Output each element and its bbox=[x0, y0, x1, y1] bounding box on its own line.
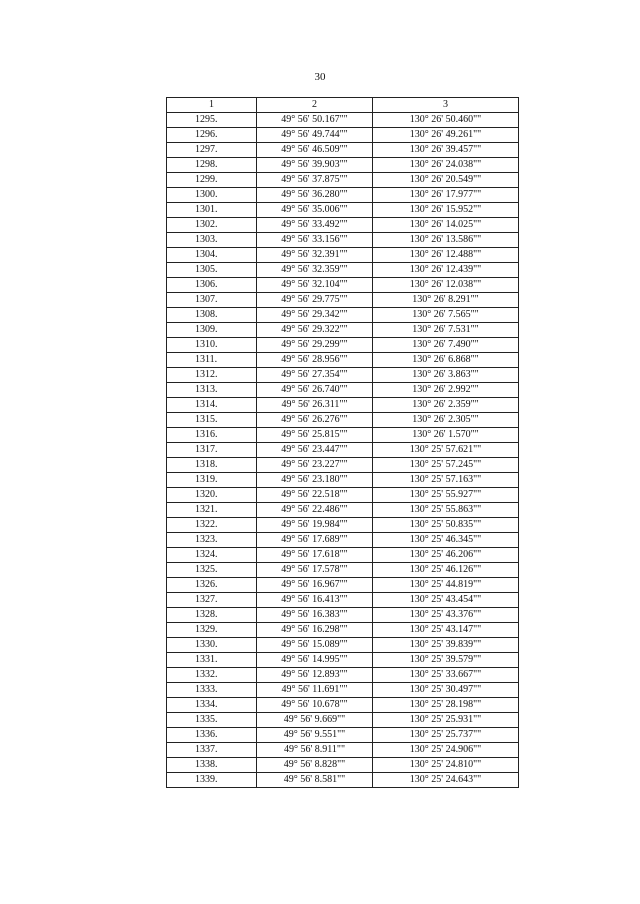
latitude-cell: 49° 56' 17.618"" bbox=[257, 548, 373, 563]
point-number-cell: 1335. bbox=[167, 713, 257, 728]
latitude-cell: 49° 56' 22.518"" bbox=[257, 488, 373, 503]
longitude-cell: 130° 25' 43.454"" bbox=[373, 593, 519, 608]
table-row bbox=[167, 518, 519, 533]
latitude-cell: 49° 56' 22.486"" bbox=[257, 503, 373, 518]
table-row bbox=[167, 503, 519, 518]
latitude-cell: 49° 56' 29.299"" bbox=[257, 338, 373, 353]
longitude-cell: 130° 25' 55.927"" bbox=[373, 488, 519, 503]
column-header-latitude: 2 bbox=[257, 98, 373, 113]
point-number-cell: 1337. bbox=[167, 743, 257, 758]
point-number-cell: 1323. bbox=[167, 533, 257, 548]
table-row bbox=[167, 698, 519, 713]
latitude-cell: 49° 56' 32.359"" bbox=[257, 263, 373, 278]
table-row bbox=[167, 473, 519, 488]
latitude-cell: 49° 56' 16.967"" bbox=[257, 578, 373, 593]
latitude-cell: 49° 56' 37.875"" bbox=[257, 173, 373, 188]
longitude-cell: 130° 26' 7.565"" bbox=[373, 308, 519, 323]
longitude-cell: 130° 25' 57.163"" bbox=[373, 473, 519, 488]
table-row bbox=[167, 338, 519, 353]
point-number-cell: 1324. bbox=[167, 548, 257, 563]
latitude-cell: 49° 56' 16.298"" bbox=[257, 623, 373, 638]
point-number-cell: 1339. bbox=[167, 773, 257, 788]
point-number-cell: 1296. bbox=[167, 128, 257, 143]
longitude-cell: 130° 26' 7.531"" bbox=[373, 323, 519, 338]
table-row bbox=[167, 398, 519, 413]
point-number-cell: 1326. bbox=[167, 578, 257, 593]
point-number-cell: 1321. bbox=[167, 503, 257, 518]
longitude-cell: 130° 26' 39.457"" bbox=[373, 143, 519, 158]
latitude-cell: 49° 56' 8.828"" bbox=[257, 758, 373, 773]
table-row bbox=[167, 368, 519, 383]
longitude-cell: 130° 25' 28.198"" bbox=[373, 698, 519, 713]
point-number-cell: 1327. bbox=[167, 593, 257, 608]
longitude-cell: 130° 25' 24.906"" bbox=[373, 743, 519, 758]
table-row bbox=[167, 608, 519, 623]
latitude-cell: 49° 56' 33.492"" bbox=[257, 218, 373, 233]
table-row bbox=[167, 203, 519, 218]
table-row bbox=[167, 443, 519, 458]
table-row bbox=[167, 728, 519, 743]
latitude-cell: 49° 56' 10.678"" bbox=[257, 698, 373, 713]
coordinates-table bbox=[166, 97, 519, 788]
point-number-cell: 1313. bbox=[167, 383, 257, 398]
point-number-cell: 1317. bbox=[167, 443, 257, 458]
table-row bbox=[167, 263, 519, 278]
latitude-cell: 49° 56' 29.322"" bbox=[257, 323, 373, 338]
latitude-cell: 49° 56' 28.956"" bbox=[257, 353, 373, 368]
latitude-cell: 49° 56' 26.311"" bbox=[257, 398, 373, 413]
latitude-cell: 49° 56' 39.903"" bbox=[257, 158, 373, 173]
table-row bbox=[167, 458, 519, 473]
longitude-cell: 130° 26' 3.863"" bbox=[373, 368, 519, 383]
longitude-cell: 130° 26' 12.439"" bbox=[373, 263, 519, 278]
table-row bbox=[167, 173, 519, 188]
table-row bbox=[167, 668, 519, 683]
latitude-cell: 49° 56' 16.413"" bbox=[257, 593, 373, 608]
table-row bbox=[167, 533, 519, 548]
latitude-cell: 49° 56' 23.180"" bbox=[257, 473, 373, 488]
latitude-cell: 49° 56' 50.167"" bbox=[257, 113, 373, 128]
table-row bbox=[167, 773, 519, 788]
point-number-cell: 1320. bbox=[167, 488, 257, 503]
longitude-cell: 130° 26' 14.025"" bbox=[373, 218, 519, 233]
longitude-cell: 130° 26' 50.460"" bbox=[373, 113, 519, 128]
longitude-cell: 130° 25' 43.376"" bbox=[373, 608, 519, 623]
longitude-cell: 130° 26' 1.570"" bbox=[373, 428, 519, 443]
latitude-cell: 49° 56' 11.691"" bbox=[257, 683, 373, 698]
longitude-cell: 130° 25' 33.667"" bbox=[373, 668, 519, 683]
longitude-cell: 130° 25' 57.245"" bbox=[373, 458, 519, 473]
point-number-cell: 1300. bbox=[167, 188, 257, 203]
point-number-cell: 1305. bbox=[167, 263, 257, 278]
latitude-cell: 49° 56' 17.689"" bbox=[257, 533, 373, 548]
longitude-cell: 130° 25' 30.497"" bbox=[373, 683, 519, 698]
point-number-cell: 1307. bbox=[167, 293, 257, 308]
point-number-cell: 1332. bbox=[167, 668, 257, 683]
table-row bbox=[167, 653, 519, 668]
point-number-cell: 1315. bbox=[167, 413, 257, 428]
longitude-cell: 130° 26' 17.977"" bbox=[373, 188, 519, 203]
latitude-cell: 49° 56' 8.911"" bbox=[257, 743, 373, 758]
point-number-cell: 1301. bbox=[167, 203, 257, 218]
longitude-cell: 130° 25' 39.579"" bbox=[373, 653, 519, 668]
latitude-cell: 49° 56' 35.006"" bbox=[257, 203, 373, 218]
table-row bbox=[167, 323, 519, 338]
latitude-cell: 49° 56' 15.089"" bbox=[257, 638, 373, 653]
table-row bbox=[167, 548, 519, 563]
point-number-cell: 1297. bbox=[167, 143, 257, 158]
table-row bbox=[167, 113, 519, 128]
longitude-cell: 130° 25' 46.126"" bbox=[373, 563, 519, 578]
point-number-cell: 1303. bbox=[167, 233, 257, 248]
table-body bbox=[167, 113, 519, 788]
table-row bbox=[167, 143, 519, 158]
point-number-cell: 1334. bbox=[167, 698, 257, 713]
point-number-cell: 1310. bbox=[167, 338, 257, 353]
point-number-cell: 1304. bbox=[167, 248, 257, 263]
table-row bbox=[167, 638, 519, 653]
latitude-cell: 49° 56' 46.509"" bbox=[257, 143, 373, 158]
page-number: 30 bbox=[314, 71, 326, 83]
longitude-cell: 130° 25' 24.643"" bbox=[373, 773, 519, 788]
table-row bbox=[167, 563, 519, 578]
latitude-cell: 49° 56' 32.104"" bbox=[257, 278, 373, 293]
latitude-cell: 49° 56' 36.280"" bbox=[257, 188, 373, 203]
latitude-cell: 49° 56' 8.581"" bbox=[257, 773, 373, 788]
longitude-cell: 130° 26' 8.291"" bbox=[373, 293, 519, 308]
table-row bbox=[167, 233, 519, 248]
point-number-cell: 1302. bbox=[167, 218, 257, 233]
longitude-cell: 130° 25' 39.839"" bbox=[373, 638, 519, 653]
table-row bbox=[167, 218, 519, 233]
table-row bbox=[167, 488, 519, 503]
longitude-cell: 130° 25' 44.819"" bbox=[373, 578, 519, 593]
latitude-cell: 49° 56' 29.342"" bbox=[257, 308, 373, 323]
longitude-cell: 130° 25' 46.206"" bbox=[373, 548, 519, 563]
longitude-cell: 130° 25' 24.810"" bbox=[373, 758, 519, 773]
longitude-cell: 130° 25' 57.621"" bbox=[373, 443, 519, 458]
latitude-cell: 49° 56' 23.227"" bbox=[257, 458, 373, 473]
longitude-cell: 130° 25' 43.147"" bbox=[373, 623, 519, 638]
point-number-cell: 1329. bbox=[167, 623, 257, 638]
point-number-cell: 1311. bbox=[167, 353, 257, 368]
longitude-cell: 130° 26' 12.038"" bbox=[373, 278, 519, 293]
point-number-cell: 1299. bbox=[167, 173, 257, 188]
table-row bbox=[167, 293, 519, 308]
longitude-cell: 130° 26' 12.488"" bbox=[373, 248, 519, 263]
point-number-cell: 1306. bbox=[167, 278, 257, 293]
table-row bbox=[167, 353, 519, 368]
longitude-cell: 130° 26' 20.549"" bbox=[373, 173, 519, 188]
table-row bbox=[167, 683, 519, 698]
latitude-cell: 49° 56' 14.995"" bbox=[257, 653, 373, 668]
point-number-cell: 1331. bbox=[167, 653, 257, 668]
latitude-cell: 49° 56' 17.578"" bbox=[257, 563, 373, 578]
column-header-longitude: 3 bbox=[373, 98, 519, 113]
latitude-cell: 49° 56' 49.744"" bbox=[257, 128, 373, 143]
latitude-cell: 49° 56' 16.383"" bbox=[257, 608, 373, 623]
table-row bbox=[167, 623, 519, 638]
table-row bbox=[167, 593, 519, 608]
longitude-cell: 130° 26' 6.868"" bbox=[373, 353, 519, 368]
table-row bbox=[167, 383, 519, 398]
point-number-cell: 1316. bbox=[167, 428, 257, 443]
point-number-cell: 1333. bbox=[167, 683, 257, 698]
point-number-cell: 1319. bbox=[167, 473, 257, 488]
table-row bbox=[167, 308, 519, 323]
longitude-cell: 130° 26' 49.261"" bbox=[373, 128, 519, 143]
point-number-cell: 1325. bbox=[167, 563, 257, 578]
table-row bbox=[167, 278, 519, 293]
longitude-cell: 130° 25' 46.345"" bbox=[373, 533, 519, 548]
point-number-cell: 1330. bbox=[167, 638, 257, 653]
latitude-cell: 49° 56' 25.815"" bbox=[257, 428, 373, 443]
point-number-cell: 1309. bbox=[167, 323, 257, 338]
latitude-cell: 49° 56' 23.447"" bbox=[257, 443, 373, 458]
point-number-cell: 1328. bbox=[167, 608, 257, 623]
table-header-row bbox=[167, 98, 519, 113]
table-row bbox=[167, 578, 519, 593]
point-number-cell: 1336. bbox=[167, 728, 257, 743]
latitude-cell: 49° 56' 29.775"" bbox=[257, 293, 373, 308]
latitude-cell: 49° 56' 19.984"" bbox=[257, 518, 373, 533]
longitude-cell: 130° 26' 15.952"" bbox=[373, 203, 519, 218]
point-number-cell: 1318. bbox=[167, 458, 257, 473]
latitude-cell: 49° 56' 32.391"" bbox=[257, 248, 373, 263]
table-row bbox=[167, 158, 519, 173]
latitude-cell: 49° 56' 26.276"" bbox=[257, 413, 373, 428]
point-number-cell: 1298. bbox=[167, 158, 257, 173]
longitude-cell: 130° 26' 24.038"" bbox=[373, 158, 519, 173]
table-row bbox=[167, 758, 519, 773]
table-row bbox=[167, 188, 519, 203]
latitude-cell: 49° 56' 27.354"" bbox=[257, 368, 373, 383]
table-row bbox=[167, 248, 519, 263]
longitude-cell: 130° 26' 2.305"" bbox=[373, 413, 519, 428]
point-number-cell: 1338. bbox=[167, 758, 257, 773]
latitude-cell: 49° 56' 12.893"" bbox=[257, 668, 373, 683]
longitude-cell: 130° 26' 2.992"" bbox=[373, 383, 519, 398]
longitude-cell: 130° 25' 50.835"" bbox=[373, 518, 519, 533]
longitude-cell: 130° 26' 13.586"" bbox=[373, 233, 519, 248]
longitude-cell: 130° 26' 2.359"" bbox=[373, 398, 519, 413]
point-number-cell: 1314. bbox=[167, 398, 257, 413]
table-row bbox=[167, 428, 519, 443]
longitude-cell: 130° 25' 55.863"" bbox=[373, 503, 519, 518]
latitude-cell: 49° 56' 9.669"" bbox=[257, 713, 373, 728]
latitude-cell: 49° 56' 26.740"" bbox=[257, 383, 373, 398]
point-number-cell: 1295. bbox=[167, 113, 257, 128]
longitude-cell: 130° 25' 25.737"" bbox=[373, 728, 519, 743]
longitude-cell: 130° 26' 7.490"" bbox=[373, 338, 519, 353]
point-number-cell: 1312. bbox=[167, 368, 257, 383]
table-row bbox=[167, 413, 519, 428]
table-row bbox=[167, 713, 519, 728]
point-number-cell: 1322. bbox=[167, 518, 257, 533]
latitude-cell: 49° 56' 33.156"" bbox=[257, 233, 373, 248]
point-number-cell: 1308. bbox=[167, 308, 257, 323]
table-row bbox=[167, 128, 519, 143]
latitude-cell: 49° 56' 9.551"" bbox=[257, 728, 373, 743]
longitude-cell: 130° 25' 25.931"" bbox=[373, 713, 519, 728]
table-row bbox=[167, 743, 519, 758]
column-header-point-number: 1 bbox=[167, 98, 257, 113]
